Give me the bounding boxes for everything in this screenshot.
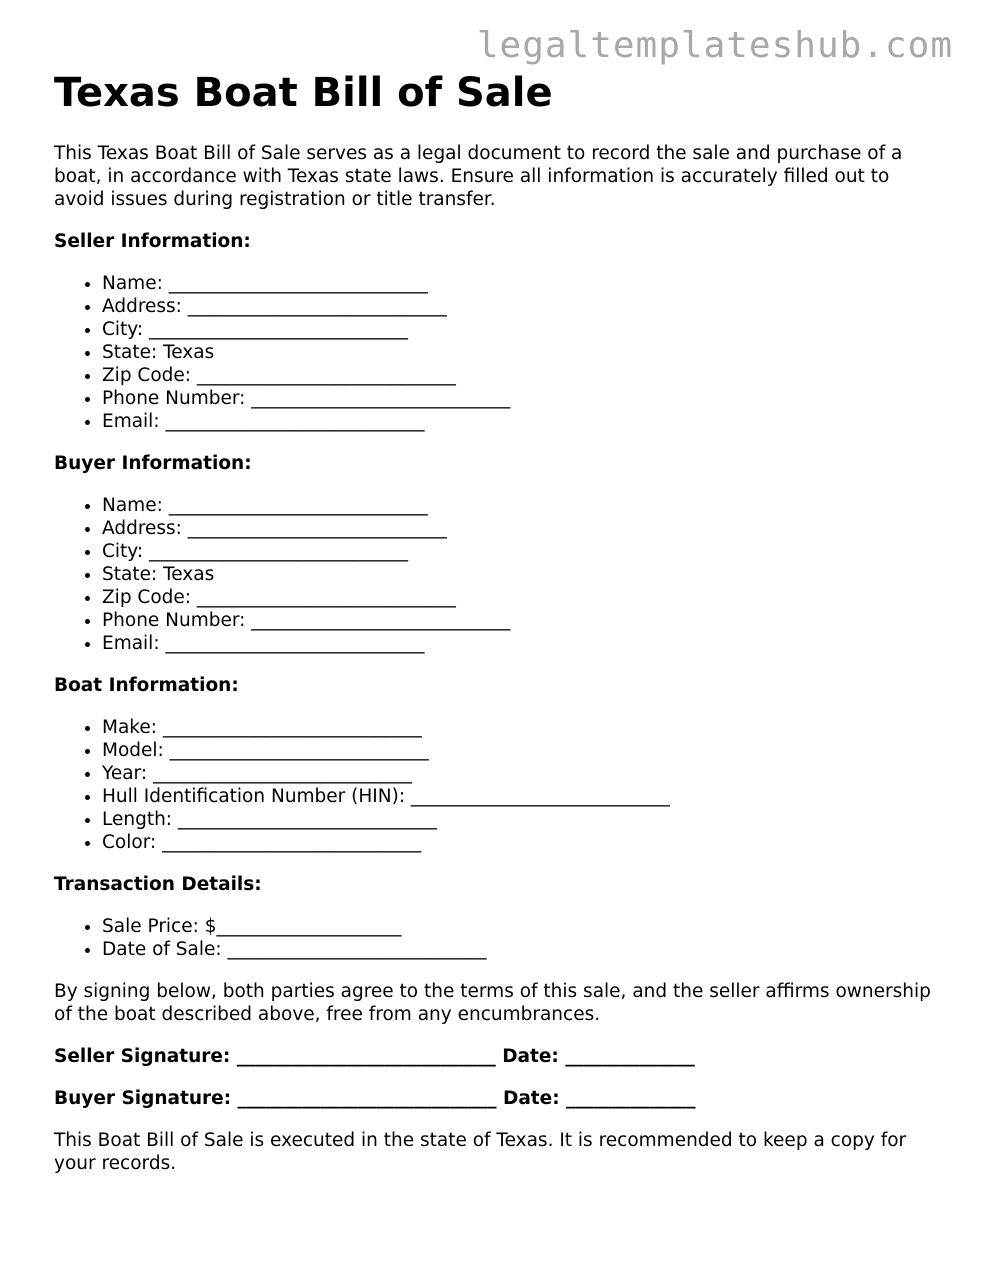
boat-year-field[interactable]: • Year: ____________________________	[102, 762, 934, 785]
buyer-address-field[interactable]: • Address: ____________________________	[102, 517, 934, 540]
buyer-name-field[interactable]: • Name: ____________________________	[102, 494, 934, 517]
seller-name-field[interactable]: • Name: ____________________________	[102, 272, 934, 295]
transaction-section-heading: Transaction Details:	[54, 874, 262, 895]
seller-email-field[interactable]: • Email: ____________________________	[102, 410, 934, 433]
buyer-city-field[interactable]: • City: ____________________________	[102, 540, 934, 563]
boat-section-heading: Boat Information:	[54, 675, 239, 696]
sale-price-field[interactable]: • Sale Price: $____________________	[102, 915, 934, 938]
buyer-zip-field[interactable]: • Zip Code: ____________________________	[102, 586, 934, 609]
boat-length-field[interactable]: • Length: ____________________________	[102, 808, 934, 831]
seller-field-list	[54, 272, 934, 433]
agreement-paragraph: By signing below, both parties agree to the terms of this sale, and the seller affirms ownership of the boat described above, free from any encumbrances.	[54, 981, 931, 1025]
buyer-email-field[interactable]: • Email: ____________________________	[102, 632, 934, 655]
boat-model-field[interactable]: • Model: ____________________________	[102, 739, 934, 762]
transaction-field-list	[54, 915, 934, 961]
boat-field-list	[54, 716, 934, 854]
seller-phone-field[interactable]: • Phone Number: ____________________________	[102, 387, 934, 410]
buyer-section-heading: Buyer Information:	[54, 453, 252, 474]
seller-city-field[interactable]: • City: ____________________________	[102, 318, 934, 341]
boat-hin-field[interactable]: • Hull Identification Number (HIN): ____________________________	[102, 785, 934, 808]
seller-zip-field[interactable]: • Zip Code: ____________________________	[102, 364, 934, 387]
boat-make-field[interactable]: • Make: ____________________________	[102, 716, 934, 739]
buyer-field-list	[54, 494, 934, 655]
seller-address-field[interactable]: • Address: ____________________________	[102, 295, 934, 318]
closing-paragraph: This Boat Bill of Sale is executed in the state of Texas. It is recommended to keep a copy for your records.	[54, 1130, 907, 1174]
seller-signature-line[interactable]: Seller Signature: ____________________________ Date: ______________	[54, 1046, 695, 1067]
buyer-signature-line[interactable]: Buyer Signature: ____________________________ Date: ______________	[54, 1088, 696, 1109]
buyer-phone-field[interactable]: • Phone Number: ____________________________	[102, 609, 934, 632]
document-title: Texas Boat Bill of Sale	[54, 70, 553, 116]
document-page	[54, 70, 934, 1175]
buyer-state-field: • State: Texas	[102, 563, 934, 586]
seller-section-heading: Seller Information:	[54, 231, 251, 252]
seller-state-field: • State: Texas	[102, 341, 934, 364]
boat-color-field[interactable]: • Color: ____________________________	[102, 831, 934, 854]
watermark-text: legaltemplateshub.com	[476, 25, 953, 66]
intro-paragraph: This Texas Boat Bill of Sale serves as a legal document to record the sale and purchase of a boat, in accordance with Texas state laws. Ensure all information is accurately filled out to avoid issues during registration or title transfer.	[54, 143, 903, 210]
sale-date-field[interactable]: • Date of Sale: ____________________________	[102, 938, 934, 961]
